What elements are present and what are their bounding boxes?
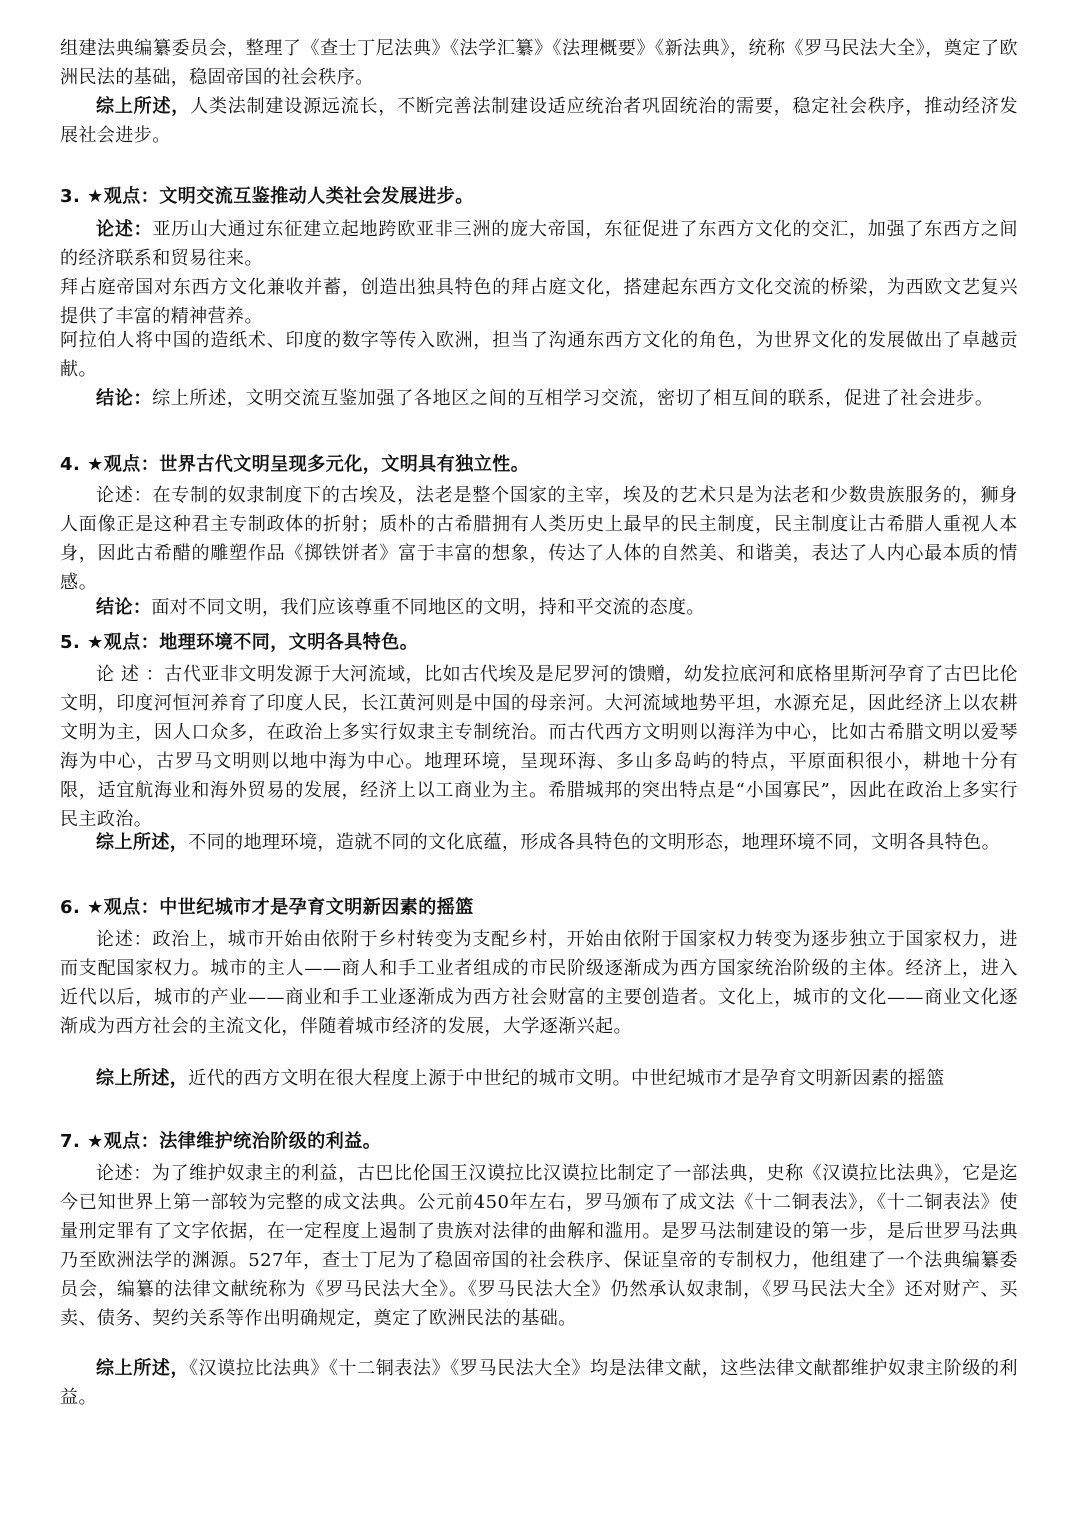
paragraph-roman-law-continuation: 组建法典编纂委员会，整理了《查士丁尼法典》《法学汇纂》《法理概要》《新法典》，统称《罗马民法大全》，奠定了欧洲民法的基础，稳固帝国的社会秩序。 — [60, 38, 1018, 88]
section-4-argument: 论述：在专制的奴隶制度下的古埃及，法老是整个国家的主宰，埃及的艺术只是为法老和少数贵族服务的，狮身人面像正是这种君主专制政体的折射；质朴的古希腊拥有人类历史上最早的民主制度，民主制度让古希腊人重视人本身，因此古希醋的雕塑作品《掷铁饼者》富于丰富的想象，传达了人体的自然美、和谐美，表达了人内心最本质的情感。 — [60, 485, 1018, 593]
summary-label: 综上所述， — [96, 1068, 189, 1089]
section-7-argument: 论述：为了维护奴隶主的利益，古巴比伦国王汉谟拉比汉谟拉比制定了一部法典，史称《汉谟拉比法典》，它是迄今已知世界上第一部较为完整的成文法典。公元前450年左右，罗马颁布了成文法《十二铜表法》，《十二铜表法》使量刑定罪有了文字依据，在一定程度上遏制了贵族对法律的曲解和滥用。是罗马法制建设的第一步，是后世罗马法典乃至欧洲法学的渊源。527年，查士丁尼为了稳固帝国的社会秩序、保证皇帝的专制权力，他组建了一个法典编纂委员会，编纂的法律文献统称为《罗马民法大全》。《罗马民法大全》仍然承认奴隶制，《罗马民法大全》还对财产、买卖、债务、契约关系等作出明确规定，奠定了欧洲民法的基础。 — [60, 1163, 1018, 1329]
section-7-summary: 综上所述，《汉谟拉比法典》《十二铜表法》《罗马民法大全》均是法律文献，这些法律文献都维护奴隶主阶级的利益。 — [60, 1358, 1018, 1408]
section-6-heading: 6. ★观点：中世纪城市才是孕育文明新因素的摇篮 — [60, 897, 474, 918]
section-7-heading: 7. ★观点：法律维护统治阶级的利益。 — [60, 1131, 382, 1152]
section-4-heading: 4. ★观点：世界古代文明呈现多元化，文明具有独立性。 — [60, 454, 530, 475]
section-5-summary: 综上所述，不同的地理环境，造就不同的文化底蕴，形成各具特色的文明形态，地理环境不同，文明各具特色。 — [96, 832, 1001, 853]
section-3-argument-alexander: 论述：亚历山大通过东征建立起地跨欧亚非三洲的庞大帝国，东征促进了东西方文化的交汇，加强了东西方之间的经济联系和贸易往来。 — [60, 219, 1018, 269]
section-3-argument-byzantine: 拜占庭帝国对东西方文化兼收并蓄，创造出独具特色的拜占庭文化，搭建起东西方文化交流的桥梁，为西欧文艺复兴提供了丰富的精神营养。 — [60, 277, 1018, 327]
paragraph-law-summary: 综上所述，人类法制建设源远流长，不断完善法制建设适应统治者巩固统治的需要，稳定社会秩序，推动经济发展社会进步。 — [60, 96, 1019, 146]
section-3-argument-arab: 阿拉伯人将中国的造纸术、印度的数字等传入欧洲，担当了沟通东西方文化的角色，为世界文化的发展做出了卓越贡献。 — [60, 330, 1018, 380]
summary-label: 综上所述， — [96, 832, 189, 853]
section-5-heading: 5. ★观点：地理环境不同，文明各具特色。 — [60, 632, 419, 653]
summary-label: 综上所述， — [96, 96, 191, 117]
conclusion-label: 结论： — [96, 388, 153, 409]
section-6-summary: 综上所述，近代的西方文明在很大程度上源于中世纪的城市文明。中世纪城市才是孕育文明新因素的摇篮 — [96, 1068, 945, 1089]
section-4-conclusion: 结论：面对不同文明，我们应该尊重不同地区的文明，持和平交流的态度。 — [96, 597, 705, 618]
argument-label: 论述： — [96, 219, 153, 240]
section-5-argument: 论 述 ：古代亚非文明发源于大河流域，比如古代埃及是尼罗河的馈赠，幼发拉底河和底格里斯河孕育了古巴比伦文明，印度河恒河养育了印度人民，长江黄河则是中国的母亲河。大河流域地势平坦，水源充足，因此经济上以农耕文明为主，因人口众多，在政治上多实行奴隶主专制统治。而古代西方文明则以海洋为中心，比如古希腊文明以爱琴海为中心，古罗马文明则以地中海为中心。地理环境，呈现环海、多山多岛屿的特点，平原面积很小，耕地十分有限，适宜航海业和海外贸易的发展，经济上以工商业为主。希腊城邦的突出特点是“小国寡民”，因此在政治上多实行民主政治。 — [60, 664, 1018, 830]
conclusion-label: 结论： — [96, 597, 152, 618]
section-6-argument: 论述：政治上，城市开始由依附于乡村转变为支配乡村，开始由依附于国家权力转变为逐步独立于国家权力，进而支配国家权力。城市的主人——商人和手工业者组成的市民阶级逐渐成为西方国家统治阶级的主体。经济上，进入近代以后，城市的产业——商业和手工业逐渐成为西方社会财富的主要创造者。文化上，城市的文化——商业文化逐渐成为西方社会的主流文化，伴随着城市经济的发展，大学逐渐兴起。 — [60, 929, 1018, 1037]
section-3-conclusion: 结论：综上所述，文明交流互鉴加强了各地区之间的互相学习交流，密切了相互间的联系，促进了社会进步。 — [96, 388, 994, 409]
summary-label: 综上所述， — [96, 1358, 190, 1379]
section-3-heading: 3. ★观点：文明交流互鉴推动人类社会发展进步。 — [60, 186, 474, 207]
